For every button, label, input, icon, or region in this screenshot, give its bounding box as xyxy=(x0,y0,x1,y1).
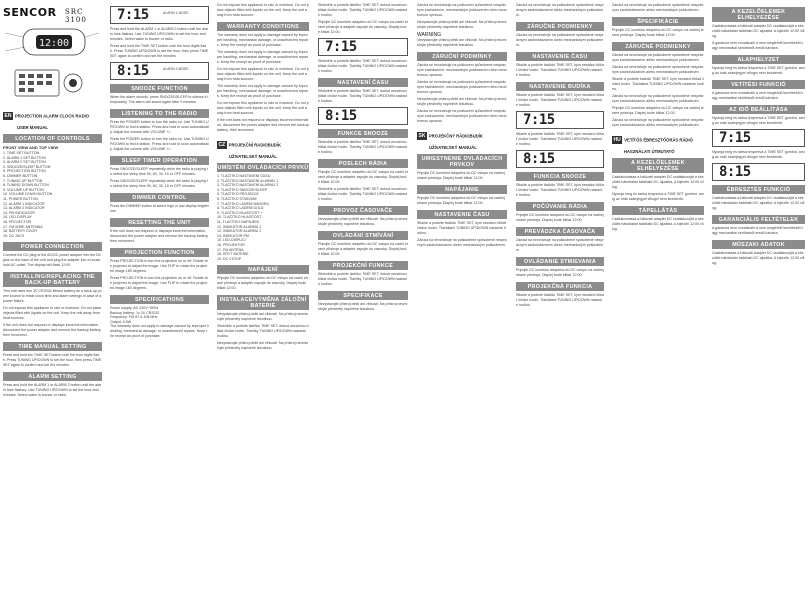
lang-tag-hu: HU xyxy=(613,136,621,143)
list-item: 14. INDIKÁTOR PM xyxy=(217,233,249,238)
controls-list-cz xyxy=(217,174,309,261)
paragraph: If the unit does not respond or displays incorrect information, disconnect the power adapter and remove the backup battery, then reconnect. xyxy=(217,118,309,132)
paragraph: Nyomja meg és tartsa lenyomva a TIME SET gombot, amíg az órák számjegyei villogni nem kezdenek. xyxy=(712,116,805,125)
lang-header-hu xyxy=(612,131,704,154)
column-cz-1 xyxy=(315,0,411,611)
column-sk-1 xyxy=(513,0,607,611)
paragraph: Záruka sa nevzťahuje na poškodenie spôsobené nesprávnym zaobchádzaním alebo mechanickým poškodením. xyxy=(417,238,507,247)
paragraph: The warranty does not apply to damage caused by improper handling, mechanical damage, or unauthorized repairs. Keep the receipt as proof of purchase. xyxy=(217,84,309,98)
section-time-sk-2: NASTAVENIE ČASU xyxy=(516,52,604,61)
lcd-display-illustration xyxy=(110,6,209,24)
paragraph: Stlačte a podržte tlačidlo TIME SET, kým nezačnú blikať číslice hodín. Tlačidlami TUNING UP/DOWN nastavte hodinu. xyxy=(516,93,604,107)
paragraph: Press and hold the ALARM 1 or ALARM 2 button until the alarm time flashes. Use TUNING UP/DOWN to set the hour and minutes. Select wake to buzzer or radio. xyxy=(110,27,209,41)
paragraph: Nevystavujte přístroj dešti ani vlhkosti. Na přístroj neumisťujte předměty naplněné tekutinou. xyxy=(318,217,408,226)
section-power-cz: NAPÁJENÍ xyxy=(217,265,309,274)
paragraph: Press the POWER button to turn the radio on. Use TUNING UP/DOWN to find a station. Press and hold to scan automatically. Adjust the volume with VOLUME +/-. xyxy=(110,137,209,151)
section-battery-cz: INSTALACE/VÝMĚNA ZÁLOŽNÍ BATERIE xyxy=(217,295,309,310)
paragraph: Csatlakoztassa a hálózati adapter DC csatlakozóját a készülék hátoldalán található DC aljzatba. A kijelzőn 12:00 villog. xyxy=(712,251,805,265)
paragraph: Záruka sa nevzťahuje na poškodenie spôsobené nesprávnym zaobchádzaním alebo mechanickým poškodením. xyxy=(612,3,704,12)
paragraph: Do not expose this appliance to rain or moisture. Do not place objects filled with liquids on the unit. Keep the unit away from heat sources. xyxy=(217,101,309,115)
paragraph: Do not expose this appliance to rain or moisture. Do not place objects filled with liquids on the unit. Keep the unit away from heat sources. xyxy=(217,67,309,81)
section-time-hu: AZ IDŐ BEÁLLÍTÁSA xyxy=(712,105,805,114)
list-item: 3. ALARM 2 SET BUTTON xyxy=(3,160,46,165)
paragraph: A garancia nem vonatkozik a nem megfelelő kezelésből vagy mechanikai sérülésből eredő károkra. xyxy=(712,91,804,100)
lcd-digits: 8:15 xyxy=(523,151,555,167)
section-snooze-sk: FUNKCIA SNOOZE xyxy=(516,172,604,181)
lcd-digits: 8:15 xyxy=(325,108,357,124)
paragraph: Press SNOOZE/SLEEP repeatedly while the radio is playing to select the sleep time 90, 60, 30, 15 or OFF minutes. xyxy=(110,167,208,176)
list-item: 13. ALARM 2 INDICATOR xyxy=(3,206,45,211)
column-hu-1 xyxy=(709,0,808,611)
lcd-display-illustration xyxy=(318,38,408,56)
manual-label-cz: UŽIVATELSKÝ MANUÁL xyxy=(229,154,277,159)
lcd-digits: 7:15 xyxy=(325,39,357,55)
section-location-sk: UMIESTNENIE OVLÁDACÍCH PRVKOV xyxy=(417,154,507,169)
section-snooze-hu: ÉBRESZTÉS FUNKCIÓ xyxy=(712,185,805,194)
paragraph: Do not expose this appliance to rain or moisture. Do not place objects filled with liquids on the unit. Keep the unit away from heat sources. xyxy=(3,306,102,321)
list-item: 2. TLAČÍTKO NASTAVENÍ ALARMU 1 xyxy=(217,178,279,183)
list-item: 17. FM ANTÉNA xyxy=(217,247,244,252)
model-name: SRC 3100 xyxy=(65,8,87,24)
section-specs-en: SPECIFICATIONS xyxy=(110,295,209,304)
paragraph: Stiskněte a podržte tlačítko TIME SET, dokud nezačnou blikat číslice hodin. Tlačítky TUNING UP/DOWN nastavte hodinu. xyxy=(318,140,408,154)
paragraph: Csatlakoztassa a hálózati adapter DC csatlakozóját a készülék hátoldalán található DC aljzatba. A kijelzőn 12:00 villog. xyxy=(712,24,805,38)
list-item: 7. TLAČÍTKO LADĚNÍ NAHORU xyxy=(217,201,270,206)
list-item: 15. LED DISPLAY xyxy=(3,215,32,220)
paragraph: Záruka se nevztahuje na poškození způsobené nesprávným zacházením, mechanickým poškozením nebo neodbornou opravou. xyxy=(417,109,507,123)
paragraph: Záruka sa nevzťahuje na poškodenie spôsobené nesprávnym zaobchádzaním alebo mechanickým poškodením. xyxy=(516,3,604,17)
section-projection-sk: PROJEKČNÁ FUNKCIA xyxy=(516,282,604,291)
paragraph: Nyomja meg és tartsa lenyomva a TIME SET gombot, amíg az órák számjegyei villogni nem kezdenek. xyxy=(712,66,805,75)
list-item: 16. PROJECTOR xyxy=(3,219,32,224)
lcd-digits: 8:15 xyxy=(117,63,149,79)
list-item: 1. TIME SET BUTTON xyxy=(3,151,40,155)
paragraph: The warranty does not apply to damage caused by improper handling, mechanical damage, or unauthorized repairs. Keep the receipt as proof of purchase. xyxy=(217,33,309,47)
paragraph: Stiskněte a podržte tlačítko TIME SET, dokud nezačnou blikat číslice hodin. Tlačítky TUNING UP/DOWN nastavte hodinu. xyxy=(318,187,408,201)
paragraph: Nevystavujte přístroj dešti ani vlhkosti. Na přístroj neumisťujte předměty naplněné tekutinou. xyxy=(217,341,309,351)
list-item: 19. DC VSTUP xyxy=(217,256,242,261)
lcd-display-illustration xyxy=(516,150,604,168)
section-time-cz: NASTAVENÍ ČASU xyxy=(318,78,408,87)
paragraph: Stlačte a podržte tlačidlo TIME SET, kým nezačnú blikať číslice hodín. Tlačidlami TUNING UP/DOWN nastavte hodinu. xyxy=(612,77,704,91)
lcd-digits: 7:15 xyxy=(523,112,555,128)
paragraph: Připojte DC konektor adaptéru do DC vstupu na zadní straně přístroje a adaptér zapojte do zásuvky. Displej bude blikat 12:00. xyxy=(217,276,308,291)
paragraph: Csatlakoztassa a hálózati adapter DC csatlakozóját a készülék hátoldalán található DC aljzatba. A kijelzőn 12:00 villog. xyxy=(712,196,805,210)
list-item: 4. SNOOZE/SLEEP BUTTON xyxy=(3,164,51,169)
lang-header-cz xyxy=(217,136,309,159)
paragraph: Nevystavujte přístroj dešti ani vlhkosti. Na přístroj neumisťujte předměty naplněné tekutinou. xyxy=(318,302,408,311)
lcd-digits: 7:15 xyxy=(719,130,751,146)
paragraph: Nyomja meg és tartsa lenyomva a TIME SET gombot, amíg az órák számjegyei villogni nem kezdenek. xyxy=(712,150,805,159)
paragraph: Pripojte DC konektor adaptéra do DC vstupu na zadnej strane prístroja. Displej bude blikať 12:00. xyxy=(417,196,505,205)
section-radio-sk: POČÚVANIE RÁDIA xyxy=(516,202,604,211)
paragraph: The warranty does not apply to damage caused by improper handling, mechanical damage, or unauthorized repairs. Keep the receipt as proof of purchase. xyxy=(110,324,209,339)
list-item: 12. INDIKÁTOR ALARMU 1 xyxy=(217,224,262,229)
paragraph: Nevystavujte přístroj dešti ani vlhkosti. Na přístroj neumisťujte předměty naplněné tekutinou. xyxy=(417,20,507,29)
controls-list-en xyxy=(3,151,102,238)
paragraph: The warranty does not apply to damage caused by improper handling, mechanical damage, or unauthorized repairs. Keep the receipt as proof of purchase. xyxy=(217,50,309,64)
list-item: 12. ALARM 1 INDICATOR xyxy=(3,201,45,206)
lang-tag-en: EN xyxy=(4,112,12,119)
list-item: 2. ALARM 1 SET BUTTON xyxy=(3,155,46,160)
brand-logo: SENCOR xyxy=(3,6,57,19)
lcd-display-illustration xyxy=(318,107,408,125)
paragraph: Press and hold the ALARM 1 or ALARM 2 button until the alarm time flashes. Use TUNING UP/DOWN to set the hour and minutes. Select wake to buzzer or radio. xyxy=(3,383,102,398)
section-alarm-en: ALARM SETTING xyxy=(3,372,102,381)
paragraph: Pripojte DC konektor adaptéra do DC vstupu na zadnej strane prístroja. Displej bude blikať 12:00. xyxy=(516,213,604,222)
paragraph: Stlačte a podržte tlačidlo TIME SET, kým nezačnú blikať číslice hodín. Tlačidlami TUNING UP/DOWN nastavte hodinu. xyxy=(516,63,604,77)
list-item: 14. PM INDICATOR xyxy=(3,210,35,215)
table-row: Power supply: AC 230V~50Hz xyxy=(110,306,159,310)
paragraph: Press SNOOZE/SLEEP repeatedly while the radio is playing to select the sleep time 90, 60, 30, 15 or OFF minutes. xyxy=(110,179,208,188)
lcd-display-illustration xyxy=(516,111,604,129)
header xyxy=(3,3,102,25)
list-item: 6. TLAČÍTKO STMÍVÁNÍ xyxy=(217,196,257,201)
paragraph: Csatlakoztassa a hálózati adapter DC csatlakozóját a készülék hátoldalán található DC aljzatba. A kijelzőn 12:00 villog. xyxy=(612,175,704,189)
product-title-sk: PROJEKČNÝ RÁDIOBUDÍK xyxy=(428,133,483,139)
paragraph: Do not expose this appliance to rain or moisture. Do not place objects filled with liquids on the unit. Keep the unit away from heat sources. xyxy=(217,3,309,17)
list-item: 7. TUNING UP BUTTON xyxy=(3,178,43,183)
paragraph: Nyomja meg és tartsa lenyomva a TIME SET gombot, amíg az órák számjegyei villogni nem kezdenek. xyxy=(612,192,704,201)
svg-text:12:00: 12:00 xyxy=(38,38,70,49)
section-specs-hu: MŰSZAKI ADATOK xyxy=(712,240,805,249)
paragraph: Záruka sa nevzťahuje na poškodenie spôsobené nesprávnym zaobchádzaním alebo mechanickým poškodením. xyxy=(612,94,704,103)
paragraph: Záruka sa nevzťahuje na poškodenie spôsobené nesprávnym zaobchádzaním alebo mechanickým poškodením. xyxy=(612,118,704,127)
specs-table-en xyxy=(110,306,209,324)
paragraph: This unit uses one 3V CR2032 lithium battery as a back-up power source to retain clock time and alarm settings in case of a power failure. xyxy=(3,289,102,304)
product-title-cz: PROJEKČNÍ RADIOBUDÍK xyxy=(228,142,282,148)
list-item: 9. TLAČÍTKO HLASITOST + xyxy=(217,210,263,215)
paragraph: Stlačte a podržte tlačidlo TIME SET, kým nezačnú blikať číslice hodín. Tlačidlami TUNING UP/DOWN nastavte hodinu. xyxy=(417,221,507,235)
paragraph: Stlačte a podržte tlačidlo TIME SET, kým nezačnú blikať číslice hodín. Tlačidlami TUNING UP/DOWN nastavte hodinu. xyxy=(516,183,604,197)
list-item: 1. TLAČÍTKO NASTAVENÍ ČASU xyxy=(217,174,271,178)
section-specs-cz: SPECIFIKACE xyxy=(318,291,408,300)
paragraph: Press and hold the TIME SET button until the hour digits flash. Press TUNING UP/DOWN to set the hour, then press TIME SET again to confirm and set the minutes. xyxy=(3,353,102,368)
lcd-display-illustration xyxy=(712,129,805,147)
list-item: 11. TLAČÍTKO NAPÁJENÍ xyxy=(217,219,259,224)
paragraph: Pripojte DC konektor adaptéra do DC vstupu na zadnej strane prístroja. Displej bude blikať 12:00. xyxy=(417,171,505,180)
list-item: 8. TUNING DOWN BUTTON xyxy=(3,183,49,188)
column-en-2 xyxy=(107,0,212,611)
list-item: 9. VOLUME UP BUTTON xyxy=(3,187,44,192)
list-item: 5. PROJECTION BUTTON xyxy=(3,169,46,174)
section-warranty-hu: GARANCIÁLIS FELTÉTELEK xyxy=(712,215,805,224)
list-item: 17. FM WIRE ANTENNA xyxy=(3,224,43,229)
section-power-hu: TÁPELLÁTÁS xyxy=(612,206,704,215)
paragraph: Stiskněte a podržte tlačítko TIME SET, dokud nezačnou blikat číslice hodin. Tlačítky TUNING UP/DOWN nastavte hodinu. xyxy=(318,272,408,286)
column-en-1 xyxy=(0,0,105,611)
paragraph: If the unit does not respond or displays incorrect information, disconnect the power adapter and remove the backup battery, then reconnect. xyxy=(110,229,209,243)
lcd-digits: 7:15 xyxy=(117,7,149,23)
paragraph: Záruka sa nevzťahuje na poškodenie spôsobené nesprávnym zaobchádzaním alebo mechanickým poškodením. xyxy=(516,238,604,252)
list-item: 19. DC JACK xyxy=(3,233,25,238)
section-safety-hu: A KEZELŐELEMEK ELHELYEZÉSE xyxy=(612,158,704,173)
section-location-cz: UMÍSTĚNÍ OVLÁDACÍCH PRVKŮ xyxy=(217,164,309,171)
manual-label-en: USER MANUAL xyxy=(17,125,48,130)
section-projection-hu: VETÍTÉSI FUNKCIÓ xyxy=(712,80,805,89)
list-item: 16. PROJEKTOR xyxy=(217,242,245,247)
list-item: 6. DIMMER BUTTON xyxy=(3,173,38,178)
section-dimmer-sk: OVLÁDANIE STMIEVANIA xyxy=(516,257,604,266)
paragraph: Stiskněte a podržte tlačítko TIME SET, dokud nezačnou blikat číslice hodin. Tlačítky TUNING UP/DOWN nastavte hodinu. xyxy=(318,89,408,103)
table-row: Frequency: FM 87.5-108 MHz xyxy=(110,315,158,320)
paragraph: Stlačte a podržte tlačidlo TIME SET, kým nezačnú blikať číslice hodín. Tlačidlami TUNING UP/DOWN nastavte hodinu. xyxy=(516,132,604,146)
paragraph: Connect the DC plug of the AC/DC power adapter into the DC jack on the back of the unit and plug the adapter into a household AC outlet. The display will flash 12:00. xyxy=(3,253,102,268)
lcd-label: ALARM 1 MODE xyxy=(163,11,189,15)
warning-heading: WARNING xyxy=(417,32,441,38)
clock-front-illustration xyxy=(3,25,101,59)
section-specs-sk: ŠPECIFIKÁCIE xyxy=(612,17,704,26)
section-projection-cz: PROJEKČNÍ FUNKCE xyxy=(318,261,408,270)
paragraph: Záruka sa nevzťahuje na poškodenie spôsobené nesprávnym zaobchádzaním alebo mechanickým poškodením. xyxy=(612,53,704,62)
manual-label-hu: HASZNÁLATI ÚTMUTATÓ xyxy=(624,149,675,154)
list-item: 13. INDIKÁTOR ALARMU 2 xyxy=(217,229,262,234)
lang-header-sk xyxy=(417,127,507,150)
table-row: Output: 0.5W xyxy=(110,319,132,324)
controls-header-en: FRONT VIEW AND TOP VIEW xyxy=(3,145,59,150)
list-item: 10. TLAČÍTKO HLASITOST - xyxy=(217,215,264,220)
section-warranty-en: WARRANTY CONDITIONS xyxy=(217,22,309,31)
paragraph: A garancia nem vonatkozik a nem megfelelő kezelésből vagy mechanikai sérülésből eredő károkra. xyxy=(712,226,804,235)
paragraph: Stiskněte a podržte tlačítko TIME SET, dokud nezačnou blikat číslice hodin. Tlačítky TUNING UP/DOWN nastavte hodinu. xyxy=(217,324,309,339)
paragraph: Stiskněte a podržte tlačítko TIME SET, dokud nezačnou blikat číslice hodin. Tlačítky TUNING UP/DOWN nastavte hodinu. xyxy=(318,59,408,73)
paragraph: Stiskněte a podržte tlačítko TIME SET, dokud nezačnou blikat číslice hodin. Tlačítky TUNING UP/DOWN nastavte hodinu. xyxy=(318,3,408,17)
section-location-en: LOCATION OF CONTROLS xyxy=(3,134,102,143)
paragraph: Záruka sa nevzťahuje na poškodenie spôsobené nesprávnym zaobchádzaním alebo mechanickým poškodením. xyxy=(516,33,604,47)
paragraph: Press and hold the TIME SET button until the hour digits flash. Press TUNING UP/DOWN to set the hour, then press TIME SET again to confirm and set the minutes. xyxy=(110,44,209,58)
section-dimmer-en: DIMMER CONTROL xyxy=(110,193,209,202)
section-safety-hu-2: A KEZELŐELEMEK ELHELYEZÉSE xyxy=(712,7,805,22)
list-item: 3. TLAČÍTKO NASTAVENÍ ALARMU 2 xyxy=(217,183,279,188)
paragraph: Press PROJECTION to turn the projection on or off. Rotate the projector to adjust the image. Use FLIP to rotate the projected image 180 degrees. xyxy=(110,276,208,290)
lang-tag-cz: CZ xyxy=(218,141,226,148)
paragraph: Nevystavujte přístroj dešti ani vlhkosti. Na přístroj neumisťujte předměty naplněné tekutinou. xyxy=(217,312,309,322)
section-projection-en: PROJECTION FUNCTION xyxy=(110,248,209,257)
section-power-en: POWER CONNECTION xyxy=(3,242,102,251)
section-radio-en: LISTENING TO THE RADIO xyxy=(110,109,209,118)
list-item: 11. POWER BUTTON xyxy=(3,196,39,201)
section-snooze-en: SNOOZE FUNCTION xyxy=(110,84,209,93)
paragraph: Připojte DC konektor adaptéru do DC vstupu na zadní straně přístroje a adaptér zapojte do zásuvky. Displej bude blikat 12:00. xyxy=(318,20,408,34)
paragraph: Záruka se nevztahuje na poškození způsobené nesprávným zacházením, mechanickým poškozením nebo neodbornou opravou. xyxy=(417,80,507,94)
section-warranty-sk: ZÁRUČNÉ PODMIENKY xyxy=(516,22,604,31)
section-alarm-sk: NASTAVENIE BUDÍKA xyxy=(516,82,604,91)
paragraph: Pripojte DC konektor adaptéra do DC vstupu na zadnej strane prístroja. Displej bude blikať 12:00. xyxy=(612,106,704,115)
section-reset-en: RESETTING THE UNIT xyxy=(110,218,209,227)
paragraph: Připojte DC konektor adaptéru do DC vstupu na zadní straně přístroje a adaptér zapojte do zásuvky. Displej bude blikat 12:00. xyxy=(318,170,408,184)
section-power-sk: NAPÁJANIE xyxy=(417,185,507,194)
paragraph: Csatlakoztassa a hálózati adapter DC csatlakozóját a készülék hátoldalán található DC aljzatba. A kijelzőn 12:00 villog. xyxy=(612,217,704,231)
paragraph: Press the DIMMER button to select high or low display brightness. xyxy=(110,204,209,213)
paragraph: If the unit does not respond or displays incorrect information, disconnect the power adapter and remove the backup battery, then reconnect. xyxy=(3,323,102,338)
section-time-en: TIME MANUAL SETTING xyxy=(3,342,102,351)
lcd-display-illustration xyxy=(110,62,209,80)
paragraph: Záruka sa nevzťahuje na poškodenie spôsobené nesprávnym zaobchádzaním alebo mechanickým poškodením. xyxy=(612,65,704,74)
section-radio-cz: POSLECH RÁDIA xyxy=(318,159,408,168)
lcd-label: ALARM 2 MODE xyxy=(163,67,189,71)
section-warranty-cz: ZÁRUČNÍ PODMÍNKY xyxy=(417,52,507,61)
paragraph: Press the POWER button to turn the radio on. Use TUNING UP/DOWN to find a station. Press and hold to scan automatically. Adjust the volume with VOLUME +/-. xyxy=(110,120,209,134)
paragraph: Připojte DC konektor adaptéru do DC vstupu na zadní straně přístroje a adaptér zapojte do zásuvky. Displej bude blikat 12:00. xyxy=(318,242,408,256)
table-row: Backup battery: 1x 3V CR2032 xyxy=(110,310,160,315)
paragraph: Press PROJECTION to turn the projection on or off. Rotate the projector to adjust the image. Use FLIP to rotate the projected image 180 degrees. xyxy=(110,259,208,273)
paragraph: Pripojte DC konektor adaptéra do DC vstupu na zadnej strane prístroja. Displej bude blikať 12:00. xyxy=(516,268,604,277)
lcd-digits: 8:15 xyxy=(719,164,751,180)
list-item: 4. TLAČÍTKO SNOOZE/SLEEP xyxy=(217,187,268,192)
product-title-en: PROJECTION ALARM CLOCK RADIO xyxy=(14,113,90,119)
column-en-3 xyxy=(214,0,312,611)
paragraph: Nevystavujte přístroj dešti ani vlhkosti. Na přístroj neumisťujte předměty naplněné tekutinou. xyxy=(417,38,507,47)
section-sleep-sk: PREVÁDZKA ČASOVAČA xyxy=(516,227,604,236)
list-item: 5. TLAČÍTKO PROJEKCE xyxy=(217,192,259,197)
list-item: 8. TLAČÍTKO LADĚNÍ DOLŮ xyxy=(217,206,264,211)
section-dimmer-cz: OVLÁDÁNÍ STMÍVÁNÍ xyxy=(318,231,408,240)
section-time-sk: NASTAVENIE ČASU xyxy=(417,210,507,219)
list-item: 18. BATTERY DOOR xyxy=(3,229,37,234)
section-warranty-sk-2: ZÁRUČNÉ PODMIENKY xyxy=(612,42,704,51)
paragraph: Záruka se nevztahuje na poškození způsobené nesprávným zacházením, mechanickým poškozením nebo neodbornou opravou. xyxy=(417,63,507,77)
column-sk-2 xyxy=(609,0,707,611)
paragraph: A garancia nem vonatkozik a nem megfelelő kezelésből vagy mechanikai sérülésből eredő károkra. xyxy=(712,41,804,50)
section-battery-en: INSTALLING/REPLACING THE BACK-UP BATTERY xyxy=(3,272,102,287)
paragraph: Nevystavujte přístroj dešti ani vlhkosti. Na přístroj neumisťujte předměty naplněné tekutinou. xyxy=(417,97,507,106)
paragraph: Stlačte a podržte tlačidlo TIME SET, kým nezačnú blikať číslice hodín. Tlačidlami TUNING UP/DOWN nastavte hodinu. xyxy=(516,293,604,307)
manual-label-sk: UŽÍVATEĽSKÝ MANUÁL xyxy=(429,145,477,150)
paragraph: Záruka se nevztahuje na poškození způsobené nesprávným zacházením, mechanickým poškozením nebo neodbornou opravou. xyxy=(417,3,507,17)
column-cz-2 xyxy=(414,0,510,611)
clock-top-illustration xyxy=(3,64,101,100)
list-item: 15. LED DISPLEJ xyxy=(217,238,246,243)
section-snooze-cz: FUNKCE SNOOZE xyxy=(318,129,408,138)
lcd-display-illustration xyxy=(712,163,805,181)
list-item: 18. KRYT BATERIE xyxy=(217,252,249,257)
section-reset-hu: ALAPHELYZET xyxy=(712,55,805,64)
section-sleep-en: SLEEP TIMER OPERATION xyxy=(110,156,209,165)
list-item: 10. VOLUME DOWN BUTTON xyxy=(3,192,53,197)
section-sleep-cz: PROVOZ ČASOVAČE xyxy=(318,206,408,215)
lang-tag-sk: SK xyxy=(418,132,426,139)
paragraph: When the alarm sounds, press SNOOZE/SLEEP to silence it temporarily. The alarm will sound again after 9 minutes. xyxy=(110,95,209,104)
product-title-hu: VETÍTŐS ÉBRESZTŐÓRÁS RÁDIÓ xyxy=(624,137,693,143)
paragraph: Pripojte DC konektor adaptéra do DC vstupu na zadnej strane prístroja. Displej bude blikať 12:00. xyxy=(612,28,704,37)
